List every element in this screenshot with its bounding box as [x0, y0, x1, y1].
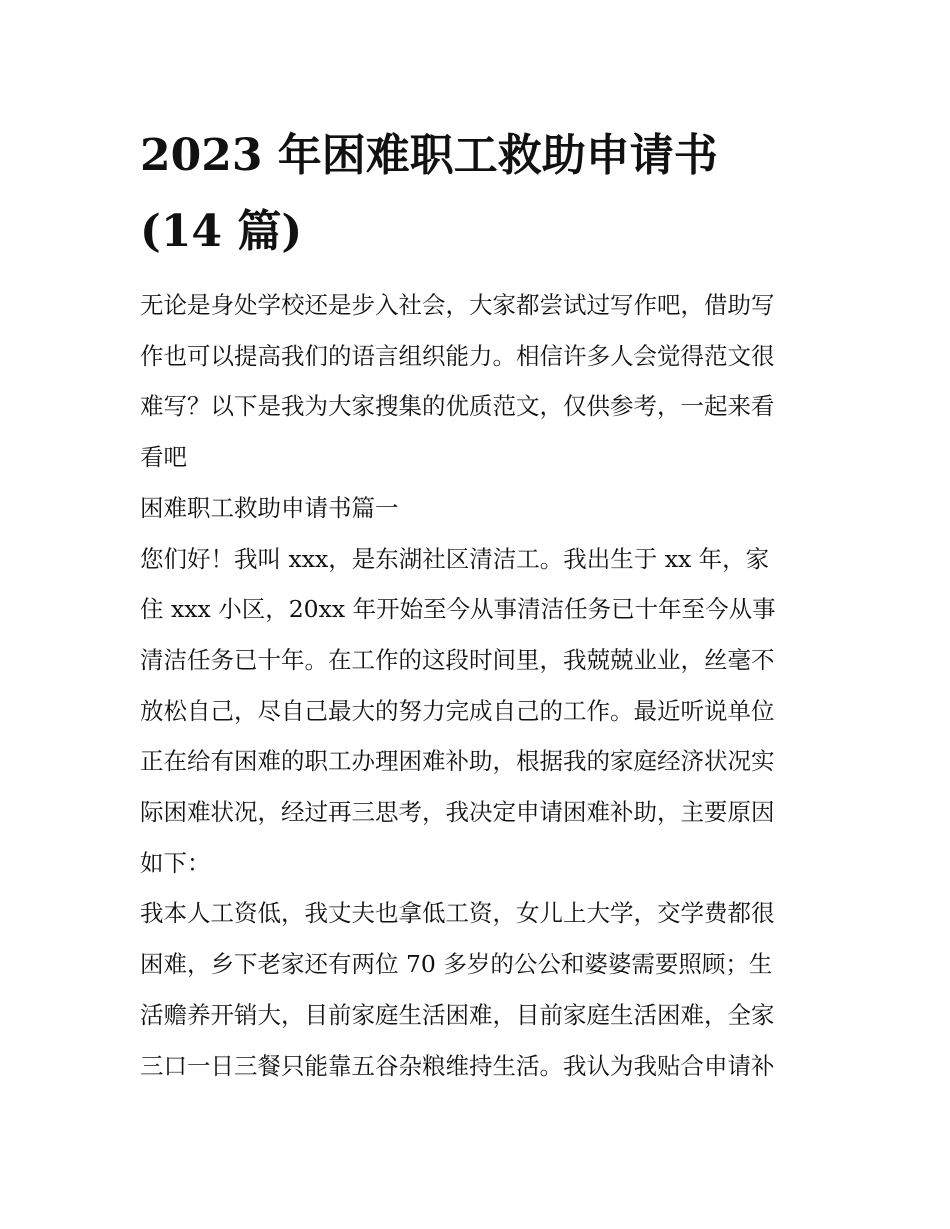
title-line-2: (14 篇)	[140, 206, 303, 257]
document-body	[140, 280, 812, 1091]
intro-line: 作也可以提高我们的语言组织能力。相信许多人会觉得范文很	[140, 341, 775, 370]
intro-line: 看吧	[140, 443, 187, 472]
intro-paragraph	[140, 280, 812, 483]
intro-line: 无论是身处学校还是步入社会，大家都尝试过写作吧，借助写	[140, 291, 775, 319]
paragraph-line: 三口一日三餐只能靠五谷杂粮维持生活。我认为我贴合申请补	[140, 1051, 775, 1080]
paragraph-line: 我本人工资低，我丈夫也拿低工资，女儿上大学，交学费都很	[140, 899, 775, 928]
paragraph-line: 放松自己，尽自己最大的努力完成自己的工作。最近听说单位	[140, 696, 775, 725]
intro-line: 难写？以下是我为大家搜集的优质范文，仅供参考，一起来看	[140, 392, 775, 421]
paragraph-line: 您们好！我叫 xxx，是东湖社区清洁工。我出生于 xx 年，家	[140, 544, 770, 573]
paragraph-line: 清洁任务已十年。在工作的这段时间里，我兢兢业业，丝毫不	[140, 645, 775, 674]
section-heading-text: 困难职工救助申请书篇一	[140, 493, 399, 522]
paragraph-1	[140, 534, 812, 889]
paragraph-2	[140, 888, 812, 1091]
paragraph-line: 住 xxx 小区，20xx 年开始至今从事清洁任务已十年至今从事	[140, 595, 776, 624]
title-line-1: 2023 年困难职工救助申请书	[140, 130, 718, 181]
section-heading	[140, 483, 812, 534]
paragraph-line: 际困难状况，经过再三思考，我决定申请困难补助，主要原因	[140, 798, 775, 827]
paragraph-line: 活赡养开销大，目前家庭生活困难，目前家庭生活困难，全家	[140, 1000, 775, 1029]
paragraph-line: 正在给有困难的职工办理困难补助，根据我的家庭经济状况实	[140, 747, 775, 776]
document-title	[140, 118, 812, 270]
paragraph-line: 如下：	[140, 848, 211, 877]
document-content	[140, 118, 812, 1091]
paragraph-line: 困难，乡下老家还有两位 70 多岁的公公和婆婆需要照顾；生	[140, 950, 773, 979]
